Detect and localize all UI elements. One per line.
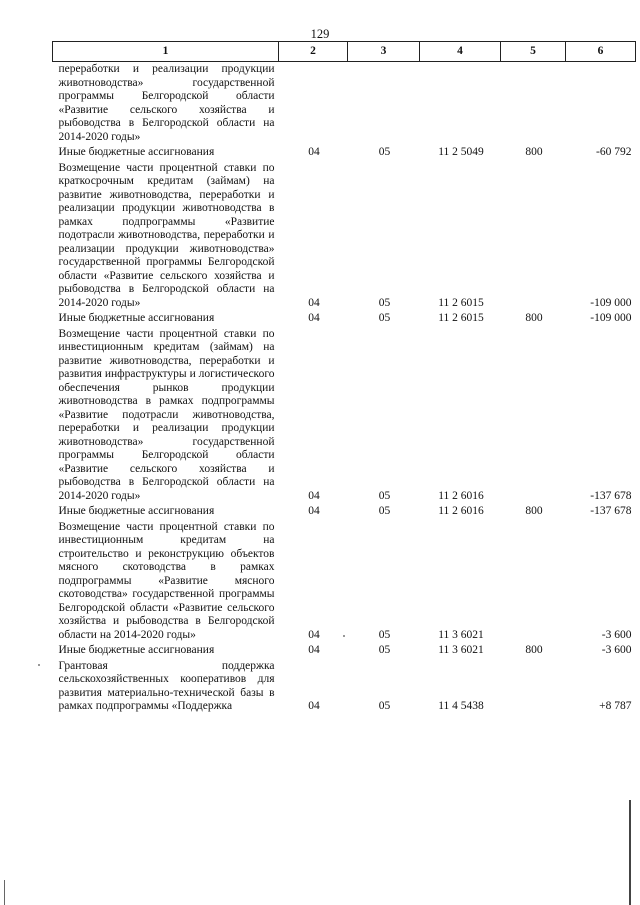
row-amount: -3 600 [601,628,632,641]
row-amount [566,62,636,146]
scan-speck [38,664,40,666]
row-amount: -3 600 [601,644,632,656]
row-expense-type: 800 [525,312,543,324]
table-row [53,311,636,327]
row-target-article: 11 2 6016 [438,489,484,502]
table-row [53,145,636,161]
row-subsection: 05 [378,628,391,641]
column-header-3: 3 [348,42,420,62]
row-amount: -137 678 [590,505,632,517]
row-description: Иные бюджетные ассигнования [58,312,215,324]
row-section: 04 [308,644,320,656]
row-section: 04 [308,296,320,309]
row-section: 04 [308,146,320,158]
row-description: Возмещение части процентной ставки по инвестиционным кредитам на строительство и реконструкцию объектов мясного скотоводства в рамках подпрограммы «Развитие мясного скотоводства» государственной программы Белгородской области «Развитие сельского хозяйства и рыбоводства в Белгородской области на 2014-2020 годы» [58,520,275,641]
row-subsection: 05 [378,505,391,517]
row-subsection: 05 [378,312,391,324]
table-row [53,520,636,644]
row-target-article: 11 2 6015 [438,296,484,309]
row-description: переработки и реализации продукции животноводства» государственной программы Белгородской области «Развитие сельского хозяйства и рыбоводства в Белгородской области на 2014-2020 годы» [58,63,275,143]
row-description: Возмещение части процентной ставки по инвестиционным кредитам (займам) на развитие животноводства, переработки и развития инфраструктуры и логистического обеспечения рынков продукции животноводства в рамках подпрограммы «Развитие подотрасли животноводства, переработки и реализации продукции животноводства» государственной программы Белгородской области «Развитие сельского хозяйства и рыбоводства в Белгородской области на 2014-2020 годы» [58,327,275,502]
row-description: Иные бюджетные ассигнования [58,146,215,158]
row-target-article: 11 3 6021 [438,628,484,641]
row-amount: +8 787 [599,700,632,712]
row-section: 04 [308,312,320,324]
row-subsection: 05 [378,296,391,309]
row-subsection: 05 [378,644,391,656]
column-header-1: 1 [53,42,279,62]
column-header-2: 2 [279,42,348,62]
scan-edge-line [629,800,631,905]
row-target-article: 11 4 5438 [438,700,484,712]
row-subsection: 05 [378,489,391,502]
row-expense-type [501,62,566,146]
scan-edge-line-left [4,880,5,905]
column-header-4: 4 [420,42,501,62]
budget-table [52,41,636,715]
row-subsection [348,62,420,146]
row-expense-type: 800 [525,644,543,656]
column-header-5: 5 [501,42,566,62]
row-expense-type: 800 [525,505,543,517]
table-row [53,659,636,715]
row-expense-type [501,327,566,505]
row-target-article: 11 3 6021 [438,644,484,656]
row-section: 04 [308,700,320,712]
row-expense-type: 800 [525,146,543,158]
table-row [53,62,636,146]
table-row [53,504,636,520]
row-description: Грантовая поддержка сельскохозяйственных кооперативов для развития материально-технической базы в рамках подпрограммы «Поддержка [58,659,275,712]
table-header-row [53,42,636,62]
row-subsection: 05 [378,146,391,158]
row-subsection: 05 [378,700,391,712]
row-section [279,62,348,146]
row-expense-type [501,161,566,312]
row-section: 04 [308,489,320,502]
row-target-article: 11 2 6016 [438,505,484,517]
row-description: Иные бюджетные ассигнования [58,644,215,656]
row-section: 04 [308,505,320,517]
column-header-6: 6 [566,42,636,62]
row-description: Иные бюджетные ассигнования [58,505,215,517]
row-target-article: 11 2 5049 [438,146,484,158]
scan-speck [343,635,345,637]
table-row [53,161,636,312]
row-amount: -109 000 [590,312,632,324]
row-expense-type [501,520,566,644]
row-amount: -60 792 [596,146,632,158]
row-target-article: 11 2 6015 [438,312,484,324]
page-number: 129 [310,27,330,41]
table-row [53,643,636,659]
row-amount: -137 678 [590,489,632,502]
row-amount: -109 000 [590,296,632,309]
row-description: Возмещение части процентной ставки по краткосрочным кредитам (займам) на развитие животноводства, переработки и реализации продукции животноводства в рамках подпрограммы «Развитие подотрасли животноводства, переработки и реализации продукции животноводства» государственной программы Белгородской области «Развитие сельского хозяйства и рыбоводства в Белгородской области на 2014-2020 годы» [58,161,275,309]
row-section: 04 [308,628,320,641]
row-expense-type [501,659,566,715]
row-target-article [420,62,501,146]
table-row [53,327,636,505]
